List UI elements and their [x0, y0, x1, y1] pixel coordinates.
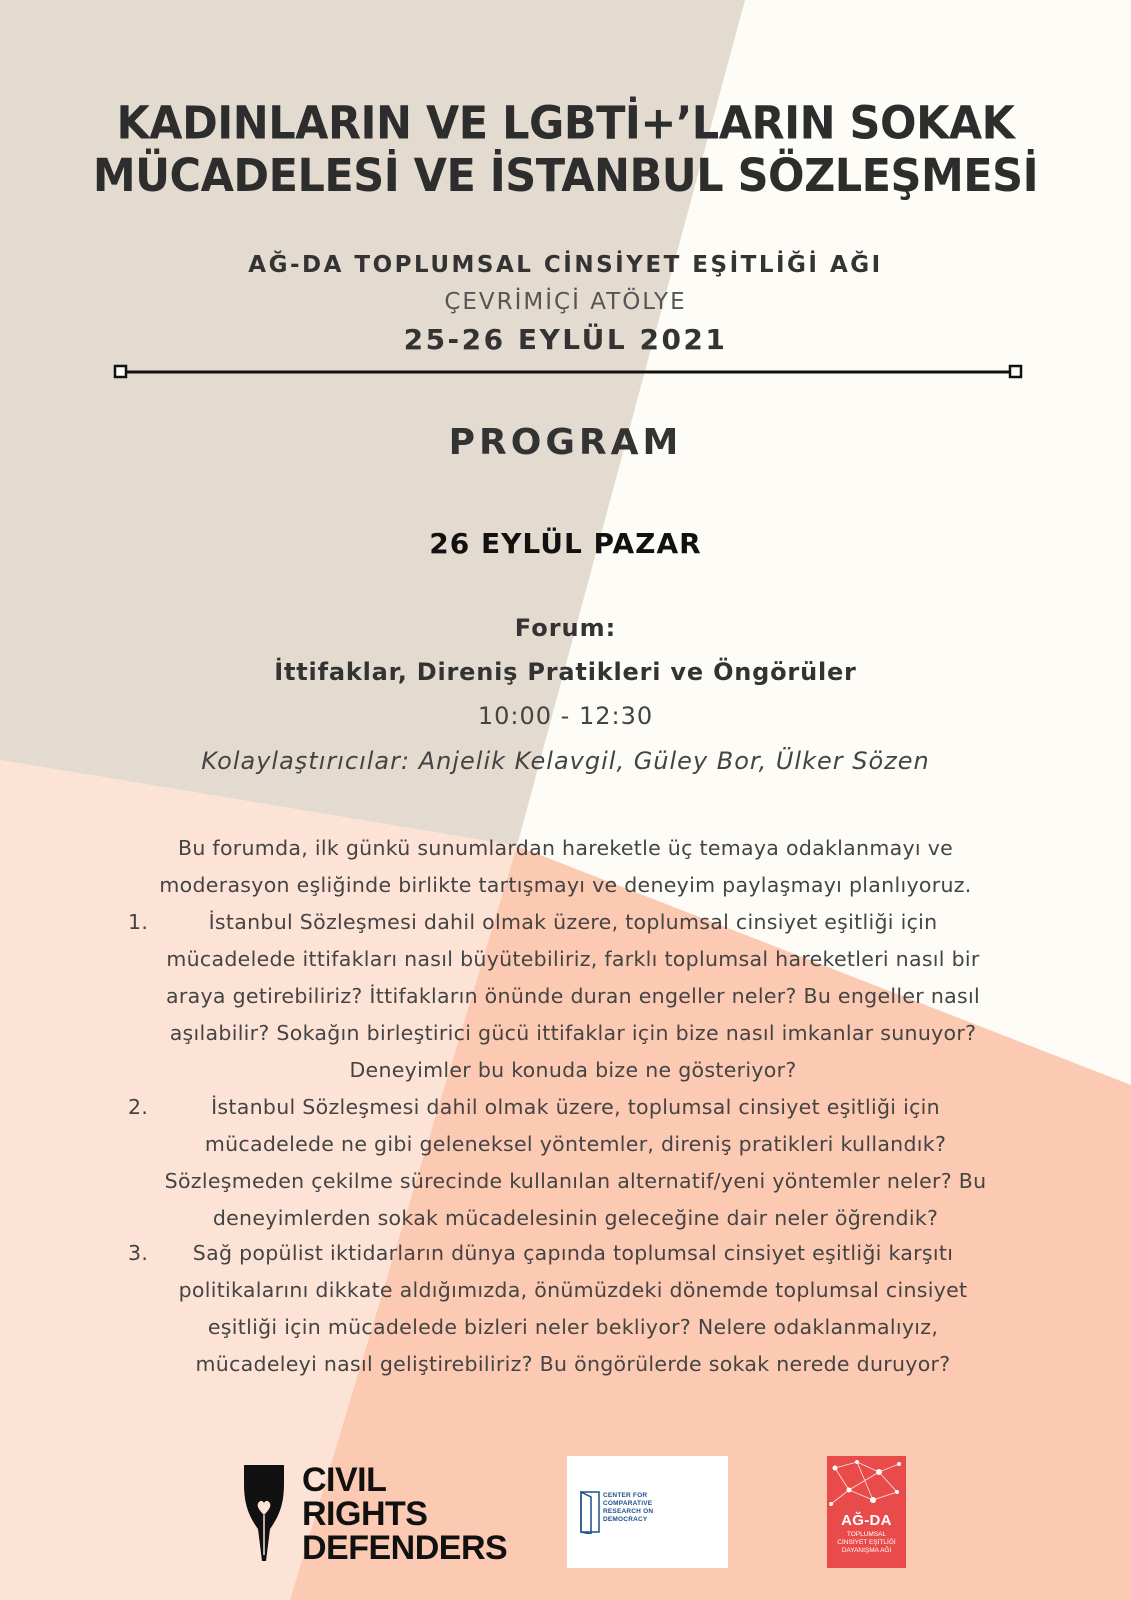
workshop-type: ÇEVRİMİÇİ ATÖLYE [444, 289, 687, 315]
session-time: 10:00 - 12:30 [477, 702, 654, 730]
list-item-text: Sağ popülist iktidarların dünya çapında toplumsal cinsiyet eşitliği karşıtı politikalarını dikkate aldığımızda, önümüzdeki dönemde toplumsal cinsiyet eşitliği için mücadelede bizleri neler bekliyor? Nelere odaklanmalıyız, mücadeleyi nasıl geliştirebiliriz? Bu öngörülerde sokak nerede duruyor? [178, 1241, 968, 1376]
agda-logo [827, 1456, 906, 1568]
ccrd-line-1: CENTER FOR [603, 1492, 648, 1499]
facilitators: Kolaylaştırıcılar: Anjelik Kelavgil, Güley Bor, Ülker Sözen [201, 747, 930, 775]
poster-title [0, 98, 1131, 203]
forum-topics-list [0, 904, 1131, 1383]
network-icon [827, 1456, 906, 1516]
divider-line [113, 364, 1023, 380]
title-line-2: MÜCADELESİ VE İSTANBUL SÖZLEŞMESİ [92, 150, 1039, 203]
intro-line-2: moderasyon eşliğinde birlikte tartışmayı ve deneyim paylaşmayı planlıyoruz. [159, 873, 972, 897]
civil-rights-defenders-logo [240, 1461, 508, 1567]
agda-sub-line-2: CİNSİYET EŞİTLİĞİ [837, 1539, 896, 1546]
ccrd-line-4: DEMOCRACY [603, 1516, 648, 1523]
list-item-text: İstanbul Sözleşmesi dahil olmak üzere, toplumsal cinsiyet eşitliği için mücadelede ne gibi geleneksel yöntemler, direniş pratikleri kullandık? Sözleşmeden çekilme sürecinde kullanılan alternatif/yeni yöntemler neler? Bu deneyimlerden sokak mücadelesinin geleceğine dair neler öğrendik? [164, 1095, 987, 1230]
pen-nib-icon [240, 1463, 288, 1563]
agda-sub-line-1: TOPLUMSAL [846, 1531, 887, 1538]
crd-wordmark [302, 1463, 507, 1565]
title-line-1: KADINLARIN VE LGBTİ+’LARIN SOKAK [116, 97, 1015, 150]
door-icon [579, 1490, 601, 1534]
list-item [0, 1089, 1131, 1235]
network-name: AĞ-DA TOPLUMSAL CİNSİYET EŞİTLİĞİ AĞI [248, 252, 883, 278]
list-item-number: 1. [128, 910, 149, 934]
crd-line-1: CIVIL [302, 1461, 387, 1499]
list-item [0, 904, 1131, 1089]
ccrd-wordmark [603, 1492, 653, 1524]
agda-sub-line-3: DAYANIŞMA AĞI [841, 1547, 892, 1554]
forum-label: Forum: [514, 614, 617, 642]
list-item-number: 3. [128, 1241, 149, 1265]
crd-line-2: RIGHTS [302, 1495, 428, 1533]
ccrd-line-3: RESEARCH ON [603, 1508, 654, 1515]
list-item [0, 1235, 1131, 1383]
list-item-number: 2. [128, 1095, 149, 1119]
intro-line-1: Bu forumda, ilk günkü sunumlardan hareketle üç temaya odaklanmayı ve [177, 836, 954, 860]
event-dates: 25-26 EYLÜL 2021 [403, 323, 728, 356]
agda-name: AĞ-DA [841, 1512, 892, 1529]
forum-title: İttifaklar, Direniş Pratikleri ve Öngörüler [274, 658, 857, 686]
crd-line-3: DEFENDERS [302, 1529, 508, 1567]
list-item-text: İstanbul Sözleşmesi dahil olmak üzere, toplumsal cinsiyet eşitliği için mücadelede ittifakları nasıl büyütebiliriz, farklı toplumsal hareketleri nasıl bir araya getirebiliriz? İttifakların önünde duran engeller neler? Bu engeller nasıl aşılabilir? Sokağın birleştirici gücü ittifaklar için bize nasıl imkanlar sunuyor? Deneyimler bu konuda bize ne gösteriyor? [166, 910, 980, 1082]
program-day: 26 EYLÜL PAZAR [429, 527, 702, 560]
ccrd-line-2: COMPARATIVE [603, 1500, 653, 1507]
ccrd-logo [567, 1456, 728, 1568]
forum-intro [0, 830, 1131, 904]
agda-subtitle [827, 1531, 906, 1555]
program-heading: PROGRAM [448, 422, 683, 463]
